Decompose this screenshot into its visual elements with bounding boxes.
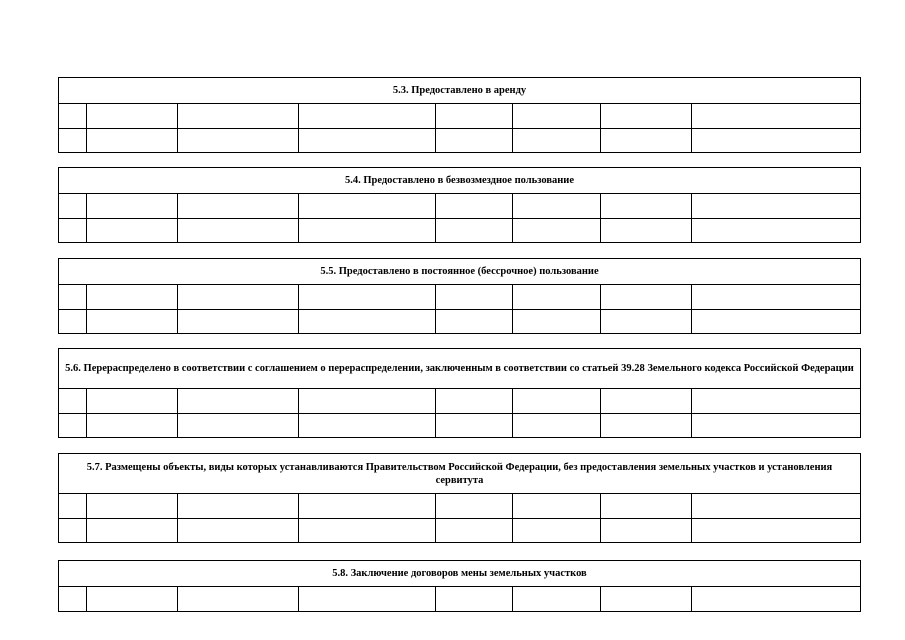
table-cell	[601, 587, 692, 611]
table-cell	[299, 494, 436, 518]
table-cell	[513, 104, 601, 128]
table-cell	[299, 310, 436, 333]
table-cell	[59, 494, 87, 518]
table-cell	[601, 310, 692, 333]
table-5-3	[58, 77, 861, 153]
table-cell	[513, 285, 601, 309]
table-cell	[513, 219, 601, 242]
table-cell	[87, 194, 178, 218]
table-row	[59, 104, 860, 128]
table-cell	[436, 389, 513, 413]
table-cell	[436, 494, 513, 518]
table-cell	[692, 587, 862, 611]
table-cell	[299, 587, 436, 611]
table-cell	[59, 104, 87, 128]
table-cell	[513, 389, 601, 413]
table-cell	[178, 285, 299, 309]
table-cell	[299, 129, 436, 152]
table-row	[59, 518, 860, 542]
table-cell	[59, 285, 87, 309]
table-row	[59, 389, 860, 413]
table-cell	[601, 414, 692, 437]
section-title: 5.8. Заключение договоров мены земельных участков	[59, 561, 860, 587]
table-5-6	[58, 348, 861, 438]
section-title: 5.3. Предоставлено в аренду	[59, 78, 860, 104]
table-cell	[692, 310, 862, 333]
table-cell	[87, 587, 178, 611]
table-cell	[692, 129, 862, 152]
table-cell	[178, 414, 299, 437]
table-row	[59, 309, 860, 333]
table-5-5	[58, 258, 861, 334]
table-cell	[59, 389, 87, 413]
table-cell	[513, 129, 601, 152]
table-cell	[601, 104, 692, 128]
table-row	[59, 413, 860, 437]
table-cell	[59, 194, 87, 218]
table-cell	[692, 219, 862, 242]
table-cell	[692, 494, 862, 518]
table-cell	[513, 310, 601, 333]
table-cell	[436, 104, 513, 128]
table-cell	[178, 519, 299, 542]
table-cell	[299, 194, 436, 218]
table-5-8	[58, 560, 861, 612]
table-cell	[513, 519, 601, 542]
table-cell	[59, 519, 87, 542]
table-cell	[601, 285, 692, 309]
table-cell	[601, 129, 692, 152]
table-cell	[59, 129, 87, 152]
table-cell	[436, 414, 513, 437]
table-row	[59, 587, 860, 611]
table-cell	[601, 219, 692, 242]
table-cell	[513, 414, 601, 437]
table-cell	[513, 194, 601, 218]
table-cell	[436, 129, 513, 152]
table-cell	[87, 285, 178, 309]
table-cell	[513, 587, 601, 611]
table-cell	[436, 587, 513, 611]
table-cell	[436, 285, 513, 309]
table-row	[59, 128, 860, 152]
table-cell	[87, 519, 178, 542]
table-cell	[299, 285, 436, 309]
table-cell	[601, 519, 692, 542]
table-cell	[692, 104, 862, 128]
table-cell	[59, 587, 87, 611]
table-cell	[87, 129, 178, 152]
table-cell	[178, 389, 299, 413]
section-title: 5.5. Предоставлено в постоянное (бессрочное) пользование	[59, 259, 860, 285]
table-cell	[59, 219, 87, 242]
table-cell	[87, 494, 178, 518]
table-cell	[178, 494, 299, 518]
table-cell	[178, 219, 299, 242]
table-row	[59, 494, 860, 518]
section-title: 5.6. Перераспределено в соответствии с соглашением о перераспределении, заключенным в соответствии со статьей 39.28 Земельного кодекса Российской Федерации	[59, 349, 860, 389]
table-cell	[178, 104, 299, 128]
table-cell	[178, 587, 299, 611]
table-cell	[601, 389, 692, 413]
table-cell	[436, 219, 513, 242]
section-title: 5.4. Предоставлено в безвозмездное пользование	[59, 168, 860, 194]
table-row	[59, 285, 860, 309]
table-row	[59, 194, 860, 218]
table-cell	[178, 310, 299, 333]
table-cell	[436, 194, 513, 218]
table-row	[59, 218, 860, 242]
table-cell	[601, 194, 692, 218]
table-cell	[87, 389, 178, 413]
table-cell	[299, 219, 436, 242]
table-5-4	[58, 167, 861, 243]
table-cell	[178, 194, 299, 218]
table-cell	[692, 414, 862, 437]
table-5-7	[58, 453, 861, 543]
table-cell	[87, 310, 178, 333]
table-cell	[601, 494, 692, 518]
table-cell	[299, 104, 436, 128]
table-cell	[299, 389, 436, 413]
section-title: 5.7. Размещены объекты, виды которых устанавливаются Правительством Российской Федерации, без предоставления земельных участков и установления сервитута	[59, 454, 860, 494]
table-cell	[178, 129, 299, 152]
table-cell	[436, 519, 513, 542]
table-cell	[87, 104, 178, 128]
table-cell	[692, 389, 862, 413]
table-cell	[59, 310, 87, 333]
table-cell	[299, 414, 436, 437]
table-cell	[692, 519, 862, 542]
table-cell	[59, 414, 87, 437]
table-cell	[87, 414, 178, 437]
table-cell	[87, 219, 178, 242]
table-cell	[299, 519, 436, 542]
table-cell	[692, 285, 862, 309]
table-cell	[692, 194, 862, 218]
table-cell	[513, 494, 601, 518]
table-cell	[436, 310, 513, 333]
